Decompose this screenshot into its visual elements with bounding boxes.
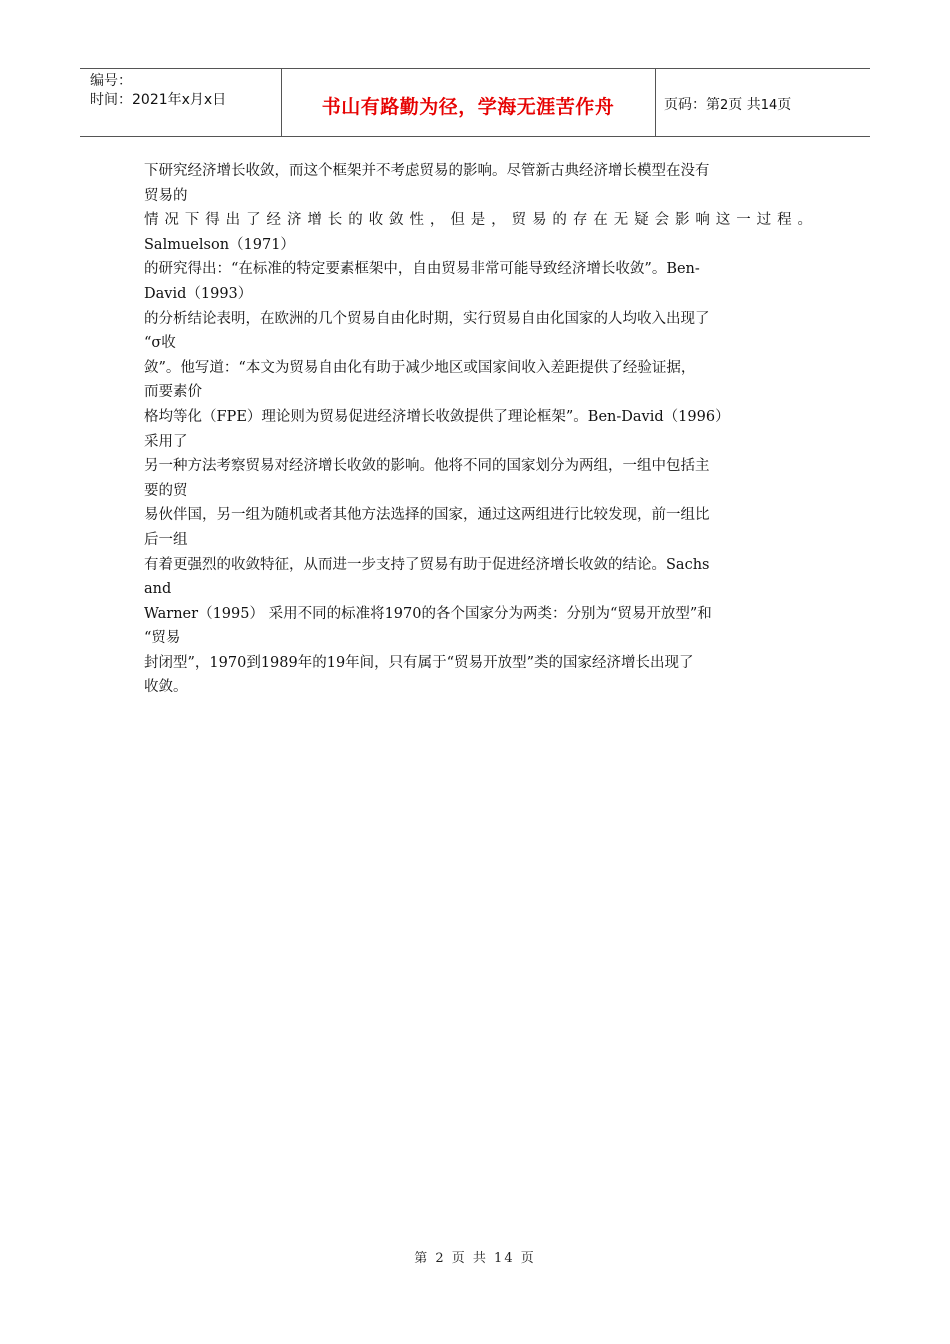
text-line: 有着更强烈的收敛特征，从而进一步支持了贸易有助于促进经济增长收敛的结论。Sachs	[144, 556, 710, 573]
text-line: 格均等化（FPE）理论则为贸易促进经济增长收敛提供了理论框架”。Ben-David（1996）	[144, 408, 730, 425]
page-suffix: 页	[777, 97, 792, 113]
text-line: 的研究得出：“在标准的特定要素框架中，自由贸易非常可能导致经济增长收敛”。Ben-	[144, 261, 700, 278]
text-line: 而要素价	[144, 384, 202, 401]
text-line: 采用了	[144, 433, 188, 450]
header-divider-right	[655, 68, 656, 136]
body-text	[144, 159, 812, 700]
header-page-number	[664, 94, 791, 114]
text-line: 易伙伴国，另一组为随机或者其他方法选择的国家，通过这两组进行比较发现，前一组比	[144, 507, 710, 524]
date-label: 时间：2021年x月x日	[90, 92, 227, 108]
text-line: Salmuelson（1971）	[144, 236, 295, 253]
page-footer: 第 2 页 共 14 页	[414, 1251, 536, 1266]
text-line: 敛”。他写道：“本文为贸易自由化有助于减少地区或国家间收入差距提供了经验证据，	[144, 359, 696, 376]
text-line: 要的贸	[144, 482, 188, 499]
page-mid: 页 共	[728, 97, 761, 113]
text-line: 封闭型”，1970到1989年的19年间，只有属于“贸易开放型”类的国家经济增长出现了	[144, 654, 694, 671]
header-rule-bottom	[80, 136, 870, 137]
text-line: 贸易的	[144, 187, 188, 204]
text-line: David（1993）	[144, 285, 253, 302]
page-prefix: 页码：第	[664, 97, 720, 113]
text-line: 后一组	[144, 531, 188, 548]
text-line: 下研究经济增长收敛，而这个框架并不考虑贸易的影响。尽管新古典经济增长模型在没有	[144, 163, 710, 179]
serial-number-label: 编号：	[90, 73, 132, 89]
text-line: 收敛。	[144, 679, 188, 696]
text-line: “σ收	[144, 335, 176, 352]
header-rule-top	[80, 68, 870, 69]
text-line: and	[144, 581, 172, 598]
header-meta	[90, 72, 226, 110]
page-current: 2	[720, 98, 729, 113]
text-line: Warner（1995） 采用不同的标准将1970的各个国家分为两类：分别为“贸易开放型”和	[144, 605, 712, 622]
text-line: 情况下得出了经济增长的收敛性，但是，贸易的存在无疑会影响这一过程。	[144, 212, 812, 229]
text-line: 的分析结论表明，在欧洲的几个贸易自由化时期，实行贸易自由化国家的人均收入出现了	[144, 310, 710, 327]
text-line: “贸易	[144, 630, 181, 647]
page-total: 14	[760, 98, 778, 113]
header-motto: 书山有路勤为径，学海无涯苦作舟	[321, 96, 615, 118]
text-line: 另一种方法考察贸易对经济增长收敛的影响。他将不同的国家划分为两组，一组中包括主	[144, 458, 710, 475]
